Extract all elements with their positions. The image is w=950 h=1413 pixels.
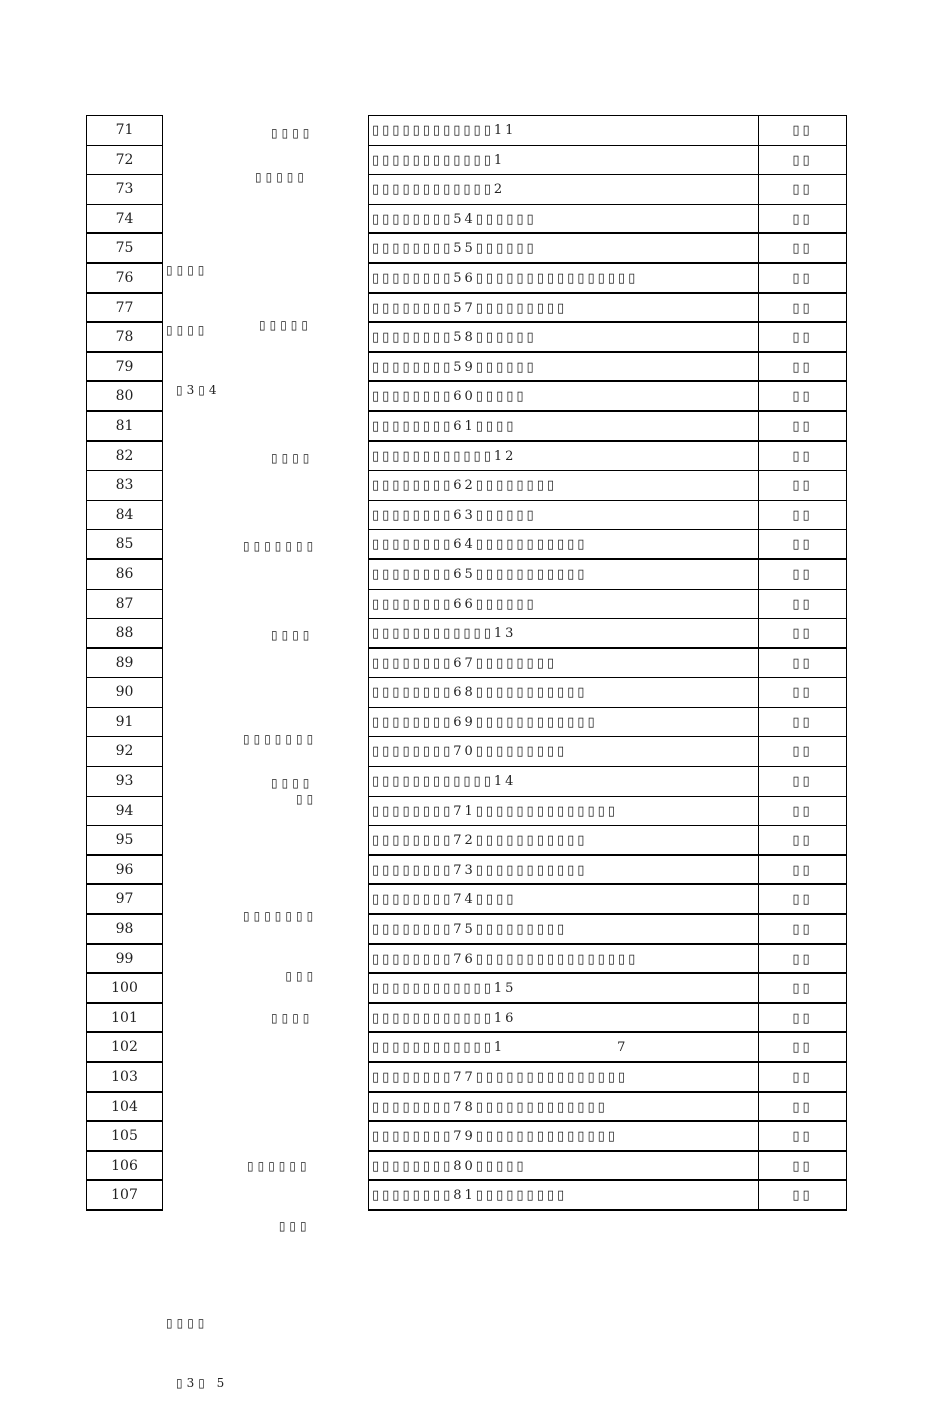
item-status: ▯▯ bbox=[792, 359, 813, 375]
group-label-line1: ▯▯▯▯▯ bbox=[255, 170, 309, 184]
table-row bbox=[369, 737, 846, 767]
table-row bbox=[369, 146, 846, 176]
row-number: 75 bbox=[87, 234, 162, 264]
item-status: ▯▯ bbox=[792, 1158, 813, 1174]
table-row bbox=[369, 353, 846, 383]
group-label bbox=[255, 167, 308, 187]
group-label-line1: ▯▯▯▯ bbox=[271, 776, 314, 790]
group-label bbox=[271, 448, 313, 468]
page-footer bbox=[166, 1273, 228, 1413]
table-row bbox=[369, 708, 846, 738]
item-description: ▯▯▯▯▯▯▯▯63▯▯▯▯▯▯ bbox=[369, 501, 759, 530]
item-status: ▯▯ bbox=[792, 862, 813, 878]
group-label bbox=[243, 536, 317, 556]
table-row bbox=[369, 856, 846, 886]
item-status: ▯▯ bbox=[792, 478, 813, 494]
row-number: 88 bbox=[87, 619, 162, 649]
item-description: ▯▯▯▯▯▯▯▯58▯▯▯▯▯▯ bbox=[369, 323, 759, 351]
item-description: ▯▯▯▯▯▯▯▯79▯▯▯▯▯▯▯▯▯▯▯▯▯▯ bbox=[369, 1122, 759, 1150]
table-row bbox=[369, 116, 846, 146]
table-row bbox=[369, 442, 846, 472]
table-row bbox=[369, 767, 846, 797]
table-row bbox=[369, 1004, 846, 1034]
item-status: ▯▯ bbox=[792, 182, 813, 198]
group-label-line2: ▯▯▯ bbox=[278, 1219, 311, 1233]
table-row bbox=[369, 1152, 846, 1182]
row-number: 100 bbox=[87, 974, 162, 1004]
item-status: ▯▯ bbox=[792, 241, 813, 257]
table-row bbox=[369, 471, 846, 501]
row-number: 86 bbox=[87, 560, 162, 590]
item-description: ▯▯▯▯▯▯▯▯64▯▯▯▯▯▯▯▯▯▯▯ bbox=[369, 530, 759, 558]
item-description: ▯▯▯▯▯▯▯▯81▯▯▯▯▯▯▯▯▯ bbox=[369, 1181, 759, 1209]
item-status: ▯▯ bbox=[792, 655, 813, 671]
row-number: 87 bbox=[87, 590, 162, 620]
group-label-line1: ▯▯▯▯▯▯▯ bbox=[243, 732, 318, 746]
table-row bbox=[369, 294, 846, 324]
item-description: ▯▯▯▯▯▯▯▯68▯▯▯▯▯▯▯▯▯▯▯ bbox=[369, 678, 759, 707]
item-description: ▯▯▯▯▯▯▯▯67▯▯▯▯▯▯▯▯ bbox=[369, 649, 759, 678]
item-status: ▯▯ bbox=[792, 596, 813, 612]
item-status: ▯▯ bbox=[792, 1099, 813, 1115]
row-number: 78 bbox=[87, 323, 162, 353]
row-number: 99 bbox=[87, 945, 162, 975]
item-status: ▯▯ bbox=[792, 1040, 813, 1056]
group-label-line1: ▯▯▯▯ bbox=[271, 451, 314, 465]
group-label bbox=[259, 315, 312, 335]
item-description: ▯▯▯▯▯▯▯▯▯▯▯▯12 bbox=[369, 442, 759, 471]
group-label-line1: ▯▯▯▯▯▯▯ bbox=[243, 539, 318, 553]
row-number: 98 bbox=[87, 915, 162, 945]
item-status: ▯▯ bbox=[792, 1070, 813, 1085]
table-row bbox=[369, 797, 846, 827]
item-description: ▯▯▯▯▯▯▯▯▯▯▯▯1 7 bbox=[369, 1033, 759, 1061]
item-description: ▯▯▯▯▯▯▯▯77▯▯▯▯▯▯▯▯▯▯▯▯▯▯▯ bbox=[369, 1063, 759, 1091]
item-description: ▯▯▯▯▯▯▯▯▯▯▯▯15 bbox=[369, 974, 759, 1002]
group-label bbox=[243, 689, 317, 829]
table-row bbox=[369, 974, 846, 1004]
table-row bbox=[369, 619, 846, 649]
table-row bbox=[369, 530, 846, 560]
item-status: ▯▯ bbox=[792, 744, 813, 760]
item-description: ▯▯▯▯▯▯▯▯61▯▯▯▯ bbox=[369, 412, 759, 440]
row-number: 90 bbox=[87, 678, 162, 708]
item-description: ▯▯▯▯▯▯▯▯73▯▯▯▯▯▯▯▯▯▯▯ bbox=[369, 856, 759, 884]
row-number: 76 bbox=[87, 264, 162, 294]
group-label-line1: ▯▯▯▯▯ bbox=[259, 318, 313, 332]
group-label-line1: ▯▯▯▯ bbox=[271, 628, 314, 642]
item-status: ▯▯ bbox=[792, 389, 813, 405]
row-number: 104 bbox=[87, 1093, 162, 1123]
row-number: 94 bbox=[87, 797, 162, 827]
item-description: ▯▯▯▯▯▯▯▯66▯▯▯▯▯▯ bbox=[369, 590, 759, 619]
row-number: 106 bbox=[87, 1152, 162, 1182]
row-number: 96 bbox=[87, 856, 162, 886]
item-status: ▯▯ bbox=[792, 626, 813, 642]
item-description: ▯▯▯▯▯▯▯▯71▯▯▯▯▯▯▯▯▯▯▯▯▯▯ bbox=[369, 797, 759, 826]
group-label-line1: ▯▯▯▯▯▯ bbox=[247, 1159, 311, 1173]
table-row bbox=[369, 826, 846, 856]
table-row bbox=[369, 382, 846, 412]
row-number: 77 bbox=[87, 294, 162, 324]
table-row bbox=[369, 945, 846, 975]
group-label bbox=[271, 625, 313, 645]
row-number: 92 bbox=[87, 737, 162, 767]
item-description: ▯▯▯▯▯▯▯▯54▯▯▯▯▯▯ bbox=[369, 205, 759, 233]
item-description: ▯▯▯▯▯▯▯▯78▯▯▯▯▯▯▯▯▯▯▯▯▯ bbox=[369, 1093, 759, 1121]
item-status: ▯▯ bbox=[792, 922, 813, 938]
item-status: ▯▯ bbox=[792, 270, 813, 286]
table-row bbox=[369, 501, 846, 531]
row-number: 95 bbox=[87, 826, 162, 856]
table-row bbox=[369, 1181, 846, 1211]
item-description: ▯▯▯▯▯▯▯▯▯▯▯▯2 bbox=[369, 175, 759, 204]
table-row bbox=[369, 560, 846, 590]
group-label-line1: ▯▯▯▯ bbox=[271, 126, 314, 140]
section-label-line1: ▯▯▯▯ bbox=[166, 263, 209, 277]
group-label-line2: ▯▯ bbox=[296, 792, 318, 806]
row-number: 102 bbox=[87, 1033, 162, 1063]
section-label-line2: ▯▯▯▯ bbox=[166, 323, 209, 337]
row-number: 89 bbox=[87, 649, 162, 679]
item-description: ▯▯▯▯▯▯▯▯80▯▯▯▯▯ bbox=[369, 1152, 759, 1180]
item-status: ▯▯ bbox=[792, 448, 813, 464]
item-status: ▯▯ bbox=[792, 803, 813, 819]
group-label bbox=[271, 1008, 313, 1028]
item-description: ▯▯▯▯▯▯▯▯57▯▯▯▯▯▯▯▯▯ bbox=[369, 294, 759, 322]
table-row bbox=[369, 1093, 846, 1123]
item-table bbox=[368, 115, 847, 1211]
table-row bbox=[369, 1033, 846, 1063]
item-description: ▯▯▯▯▯▯▯▯62▯▯▯▯▯▯▯▯ bbox=[369, 471, 759, 500]
footer-line1: ▯▯▯▯ bbox=[166, 1316, 209, 1330]
row-number: 81 bbox=[87, 412, 162, 442]
item-description: ▯▯▯▯▯▯▯▯65▯▯▯▯▯▯▯▯▯▯▯ bbox=[369, 560, 759, 589]
row-number: 91 bbox=[87, 708, 162, 738]
row-number: 85 bbox=[87, 530, 162, 560]
table-row bbox=[369, 649, 846, 679]
table-row bbox=[369, 323, 846, 353]
item-description: ▯▯▯▯▯▯▯▯56▯▯▯▯▯▯▯▯▯▯▯▯▯▯▯▯ bbox=[369, 264, 759, 292]
group-label bbox=[271, 773, 313, 793]
item-status: ▯▯ bbox=[792, 892, 813, 908]
row-number: 73 bbox=[87, 175, 162, 205]
table-row bbox=[369, 264, 846, 294]
row-number: 84 bbox=[87, 501, 162, 531]
row-number: 71 bbox=[87, 116, 162, 146]
item-description: ▯▯▯▯▯▯▯▯69▯▯▯▯▯▯▯▯▯▯▯▯ bbox=[369, 708, 759, 737]
row-number: 105 bbox=[87, 1122, 162, 1152]
item-description: ▯▯▯▯▯▯▯▯70▯▯▯▯▯▯▯▯▯ bbox=[369, 737, 759, 766]
item-status: ▯▯ bbox=[792, 774, 813, 790]
item-status: ▯▯ bbox=[792, 418, 813, 434]
row-number: 83 bbox=[87, 471, 162, 501]
row-number: 72 bbox=[87, 146, 162, 176]
row-number: 74 bbox=[87, 205, 162, 235]
row-number: 79 bbox=[87, 353, 162, 383]
item-status: ▯▯ bbox=[792, 981, 813, 997]
item-description: ▯▯▯▯▯▯▯▯▯▯▯▯1 bbox=[369, 146, 759, 175]
row-number: 97 bbox=[87, 885, 162, 915]
table-row bbox=[369, 412, 846, 442]
item-description: ▯▯▯▯▯▯▯▯76▯▯▯▯▯▯▯▯▯▯▯▯▯▯▯▯ bbox=[369, 945, 759, 973]
table-row bbox=[369, 234, 846, 264]
table-row bbox=[369, 1063, 846, 1093]
item-description: ▯▯▯▯▯▯▯▯▯▯▯▯11 bbox=[369, 116, 759, 145]
group-label bbox=[271, 123, 313, 143]
row-number: 103 bbox=[87, 1063, 162, 1093]
item-description: ▯▯▯▯▯▯▯▯74▯▯▯▯ bbox=[369, 885, 759, 913]
item-status: ▯▯ bbox=[792, 566, 813, 582]
item-status: ▯▯ bbox=[792, 1010, 813, 1026]
section-label bbox=[166, 220, 220, 420]
item-description: ▯▯▯▯▯▯▯▯▯▯▯▯13 bbox=[369, 619, 759, 647]
item-status: ▯▯ bbox=[792, 714, 813, 730]
table-row bbox=[369, 678, 846, 708]
item-description: ▯▯▯▯▯▯▯▯59▯▯▯▯▯▯ bbox=[369, 353, 759, 381]
table-row bbox=[369, 1122, 846, 1152]
group-label-line1: ▯▯▯▯ bbox=[271, 1011, 314, 1025]
item-status: ▯▯ bbox=[792, 833, 813, 849]
item-status: ▯▯ bbox=[792, 1129, 813, 1145]
item-status: ▯▯ bbox=[792, 537, 813, 553]
item-status: ▯▯ bbox=[792, 507, 813, 523]
item-status: ▯▯ bbox=[792, 330, 813, 346]
item-status: ▯▯ bbox=[792, 300, 813, 316]
table-row bbox=[369, 885, 846, 915]
footer-line2: ▯3▯ 5 bbox=[176, 1376, 229, 1390]
group-label-line1: ▯▯▯▯▯▯▯ bbox=[243, 909, 318, 923]
table-row bbox=[369, 175, 846, 205]
item-description: ▯▯▯▯▯▯▯▯72▯▯▯▯▯▯▯▯▯▯▯ bbox=[369, 826, 759, 854]
item-status: ▯▯ bbox=[792, 123, 813, 138]
item-status: ▯▯ bbox=[792, 152, 813, 168]
item-status: ▯▯ bbox=[792, 685, 813, 701]
row-number-column bbox=[86, 115, 163, 1211]
item-status: ▯▯ bbox=[792, 1188, 813, 1204]
item-description: ▯▯▯▯▯▯▯▯▯▯▯▯16 bbox=[369, 1004, 759, 1032]
item-status: ▯▯ bbox=[792, 951, 813, 967]
row-number: 82 bbox=[87, 442, 162, 472]
table-row bbox=[369, 205, 846, 235]
row-number: 107 bbox=[87, 1181, 162, 1211]
item-description: ▯▯▯▯▯▯▯▯55▯▯▯▯▯▯ bbox=[369, 234, 759, 262]
table-row bbox=[369, 590, 846, 620]
item-status: ▯▯ bbox=[792, 211, 813, 227]
row-number: 93 bbox=[87, 767, 162, 797]
section-label-line3: ▯3▯4 bbox=[176, 383, 221, 397]
item-description: ▯▯▯▯▯▯▯▯75▯▯▯▯▯▯▯▯▯ bbox=[369, 915, 759, 943]
group-label bbox=[247, 1116, 311, 1256]
row-number: 101 bbox=[87, 1004, 162, 1034]
group-label-line2: ▯▯▯ bbox=[285, 969, 318, 983]
item-description: ▯▯▯▯▯▯▯▯▯▯▯▯14 bbox=[369, 767, 759, 796]
row-number: 80 bbox=[87, 382, 162, 412]
item-description: ▯▯▯▯▯▯▯▯60▯▯▯▯▯ bbox=[369, 382, 759, 410]
group-label bbox=[243, 866, 317, 1006]
table-row bbox=[369, 915, 846, 945]
